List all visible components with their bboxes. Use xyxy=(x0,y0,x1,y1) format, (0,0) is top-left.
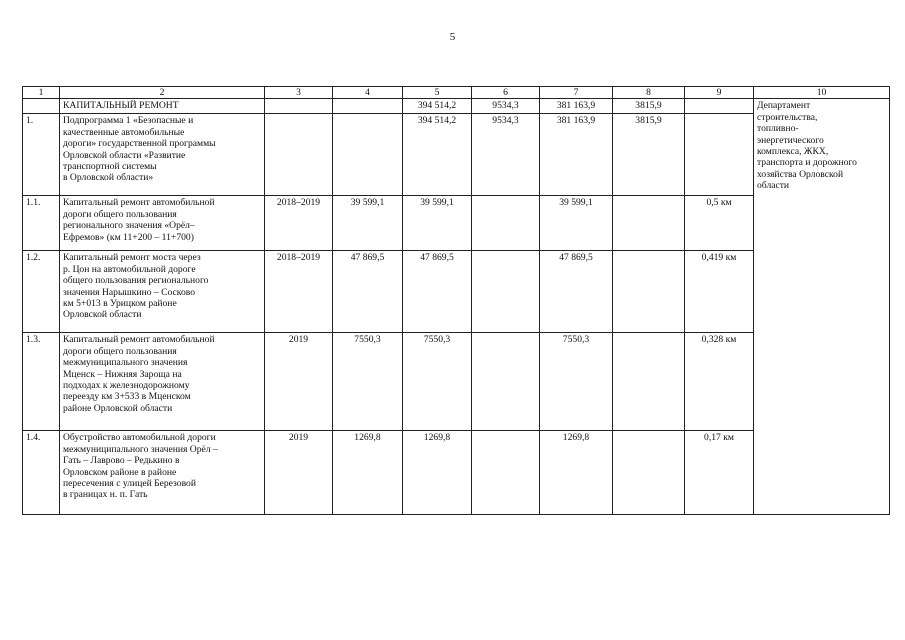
column-header: 3 xyxy=(265,87,333,99)
row-length: 0,5 км xyxy=(685,196,754,251)
row-number: 1.3. xyxy=(23,333,60,431)
row-municipal xyxy=(613,333,685,431)
row-name: КАПИТАЛЬНЫЙ РЕМОНТ xyxy=(60,99,265,114)
column-header: 10 xyxy=(754,87,890,99)
responsible-department: Департамент строительства, топливно- энергетического комплекса, ЖКХ, транспорта и дорожного хозяйства Орловской области xyxy=(754,99,890,515)
column-header: 5 xyxy=(403,87,472,99)
row-sum: 39 599,1 xyxy=(403,196,472,251)
row-federal xyxy=(472,333,540,431)
row-municipal: 3815,9 xyxy=(613,99,685,114)
row-federal: 9534,3 xyxy=(472,114,540,196)
row-period: 2018–2019 xyxy=(265,196,333,251)
table-row xyxy=(23,99,890,114)
column-header: 6 xyxy=(472,87,540,99)
row-period xyxy=(265,114,333,196)
row-period: 2019 xyxy=(265,431,333,515)
row-number: 1.4. xyxy=(23,431,60,515)
column-header: 9 xyxy=(685,87,754,99)
row-total xyxy=(333,99,403,114)
row-regional: 1269,8 xyxy=(540,431,613,515)
column-header: 8 xyxy=(613,87,685,99)
column-header: 2 xyxy=(60,87,265,99)
row-federal xyxy=(472,431,540,515)
row-federal: 9534,3 xyxy=(472,99,540,114)
page-number: 5 xyxy=(449,31,456,43)
column-header: 1 xyxy=(23,87,60,99)
row-number: 1. xyxy=(23,114,60,196)
row-name: Капитальный ремонт автомобильной дороги общего пользования регионального значения «Орёл– Ефремов» (км 11+200 – 11+700) xyxy=(60,196,265,251)
program-table xyxy=(22,86,890,515)
row-federal xyxy=(472,251,540,333)
row-period: 2019 xyxy=(265,333,333,431)
row-regional: 381 163,9 xyxy=(540,114,613,196)
row-regional: 39 599,1 xyxy=(540,196,613,251)
row-total: 7550,3 xyxy=(333,333,403,431)
row-municipal xyxy=(613,431,685,515)
column-header: 7 xyxy=(540,87,613,99)
row-regional: 7550,3 xyxy=(540,333,613,431)
row-total xyxy=(333,114,403,196)
row-name: Капитальный ремонт автомобильной дороги общего пользования межмуниципального значения Мценск – Нижняя Зароща на подходах к железнодорожному переезду км 3+533 в Мценском районе Орловской области xyxy=(60,333,265,431)
row-period: 2018–2019 xyxy=(265,251,333,333)
column-header: 4 xyxy=(333,87,403,99)
row-name: Капитальный ремонт моста через р. Цон на автомобильной дороге общего пользования регионального значения Нарышкино – Сосково км 5+013 в Урицком районе Орловской области xyxy=(60,251,265,333)
row-regional: 47 869,5 xyxy=(540,251,613,333)
row-municipal xyxy=(613,251,685,333)
row-sum: 1269,8 xyxy=(403,431,472,515)
row-total: 47 869,5 xyxy=(333,251,403,333)
row-total: 39 599,1 xyxy=(333,196,403,251)
row-name: Подпрограмма 1 «Безопасные и качественные автомобильные дороги» государственной программы Орловской области «Развитие транспортной системы в Орловской области» xyxy=(60,114,265,196)
row-period xyxy=(265,99,333,114)
row-municipal xyxy=(613,196,685,251)
row-number: 1.2. xyxy=(23,251,60,333)
row-regional: 381 163,9 xyxy=(540,99,613,114)
row-number xyxy=(23,99,60,114)
row-length: 0,328 км xyxy=(685,333,754,431)
row-name: Обустройство автомобильной дороги межмуниципального значения Орёл – Гать – Лаврово – Редькино в Орловском районе в районе пересечения с улицей Березовой в границах н. п. Гать xyxy=(60,431,265,515)
row-length xyxy=(685,99,754,114)
row-municipal: 3815,9 xyxy=(613,114,685,196)
row-number: 1.1. xyxy=(23,196,60,251)
row-total: 1269,8 xyxy=(333,431,403,515)
row-sum: 7550,3 xyxy=(403,333,472,431)
row-sum: 394 514,2 xyxy=(403,114,472,196)
row-length: 0,419 км xyxy=(685,251,754,333)
column-number-row xyxy=(23,87,890,99)
row-federal xyxy=(472,196,540,251)
row-length xyxy=(685,114,754,196)
row-sum: 47 869,5 xyxy=(403,251,472,333)
row-sum: 394 514,2 xyxy=(403,99,472,114)
row-length: 0,17 км xyxy=(685,431,754,515)
